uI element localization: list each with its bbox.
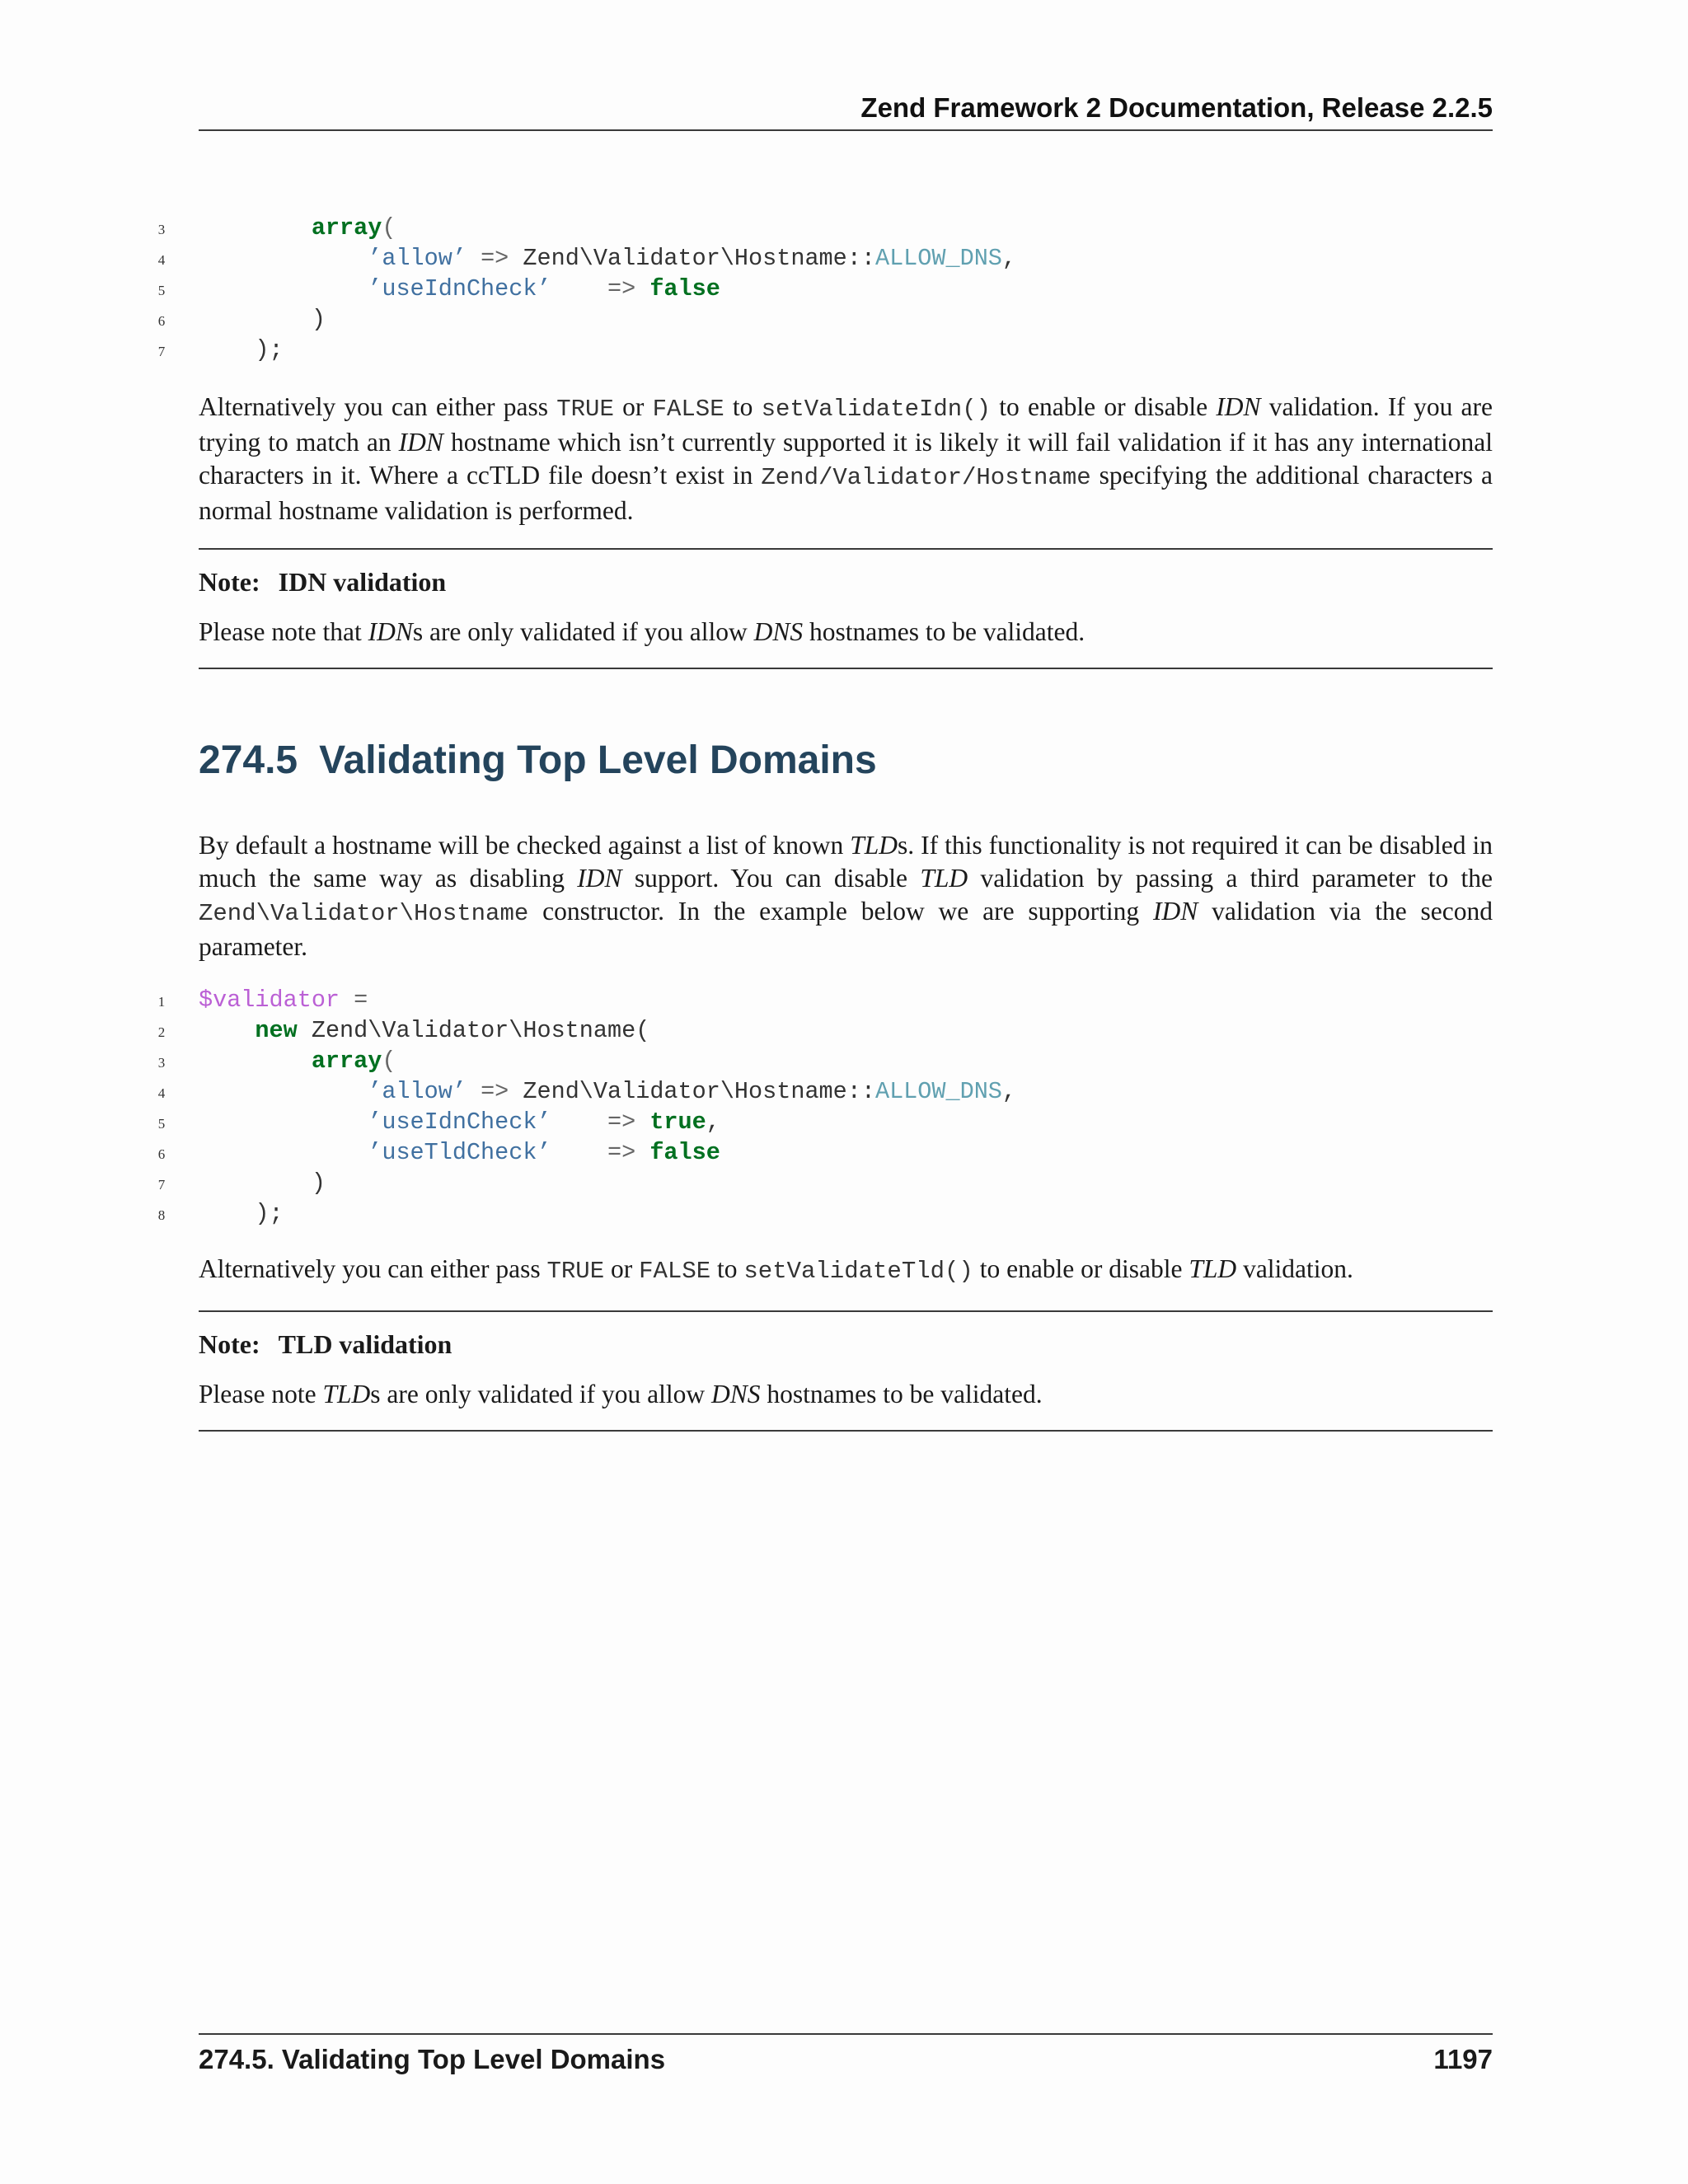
text-run: validation. If you are trying to match an bbox=[199, 392, 1493, 457]
code-line bbox=[0, 1107, 1688, 1137]
footer-section-label: 274.5. Validating Top Level Domains bbox=[199, 2044, 666, 2074]
text-run: validation. bbox=[1236, 1254, 1353, 1283]
code-token: ) bbox=[311, 306, 326, 333]
inline-code: Zend/Validator/Hostname bbox=[761, 464, 1091, 491]
inline-code: Zend\Validator\Hostname bbox=[199, 900, 529, 927]
line-number: 4 bbox=[157, 252, 166, 268]
emphasis-term: TLD bbox=[850, 831, 898, 860]
code-line bbox=[0, 1168, 1688, 1198]
section-heading bbox=[199, 738, 877, 783]
code-line bbox=[0, 304, 1688, 335]
code-text bbox=[199, 1076, 1016, 1107]
code-text bbox=[199, 274, 720, 304]
code-text bbox=[199, 213, 396, 243]
text-run: specifying the additional characters a normal hostname validation is performed. bbox=[199, 461, 1493, 525]
paragraph-tld-intro bbox=[199, 829, 1493, 963]
line-number: 2 bbox=[157, 1024, 166, 1040]
paragraph-tld-alternative bbox=[199, 1253, 1493, 1288]
text-run: s are only validated if you allow bbox=[412, 617, 754, 646]
text-run: to enable or disable bbox=[991, 392, 1217, 421]
emphasis-term: IDN bbox=[1216, 392, 1261, 421]
text-run: validation via the second parameter. bbox=[199, 897, 1493, 961]
inline-code: setValidateIdn() bbox=[761, 396, 992, 423]
text-run: or bbox=[613, 392, 653, 421]
code-token: => bbox=[466, 1078, 523, 1105]
code-token: new bbox=[255, 1017, 298, 1044]
code-text bbox=[199, 335, 284, 365]
line-number: 5 bbox=[157, 1116, 166, 1132]
emphasis-term: IDN bbox=[1152, 897, 1198, 926]
note-label: Note: bbox=[199, 567, 260, 597]
text-run: Please note bbox=[199, 1380, 323, 1408]
text-run: to bbox=[724, 392, 762, 421]
emphasis-term: DNS bbox=[711, 1380, 761, 1408]
note-body bbox=[199, 1380, 1043, 1409]
note-heading bbox=[199, 567, 446, 598]
note-heading bbox=[199, 1329, 452, 1360]
code-token: ); bbox=[255, 1200, 284, 1227]
footer-rule bbox=[199, 2033, 1493, 2035]
header-rule bbox=[199, 129, 1493, 131]
code-text bbox=[199, 1015, 649, 1046]
emphasis-term: IDN bbox=[398, 428, 443, 457]
text-run: hostnames to be validated. bbox=[760, 1380, 1043, 1408]
code-token: ); bbox=[255, 336, 284, 363]
note-body bbox=[199, 617, 1085, 647]
emphasis-term: TLD bbox=[322, 1380, 371, 1408]
inline-code: setValidateTld() bbox=[743, 1258, 973, 1285]
line-number: 3 bbox=[157, 222, 166, 237]
text-run: s. If this functionality is not required it can be disabled in much the same way as disabling bbox=[199, 831, 1493, 893]
section-number: 274.5 bbox=[199, 738, 298, 782]
code-token: array bbox=[311, 214, 382, 241]
code-token: $validator bbox=[199, 987, 340, 1014]
code-token: ) bbox=[311, 1169, 326, 1197]
code-token: , bbox=[1001, 1078, 1017, 1105]
line-number: 7 bbox=[157, 1177, 166, 1193]
line-number: 8 bbox=[157, 1207, 166, 1223]
code-line bbox=[0, 985, 1688, 1015]
text-run: s are only validated if you allow bbox=[370, 1380, 712, 1408]
text-run: to bbox=[710, 1254, 744, 1283]
code-line bbox=[0, 1076, 1688, 1107]
text-run: to enable or disable bbox=[973, 1254, 1189, 1283]
code-token: Zend\Validator\Hostname( bbox=[297, 1017, 650, 1044]
text-run: hostname which isn’t currently supported it is likely it will fail validation if it has any international characters in it. Where a ccTLD file doesn’t exist in bbox=[199, 428, 1493, 490]
code-token: Zend\Validator\Hostname:: bbox=[523, 245, 875, 272]
inline-code: FALSE bbox=[639, 1258, 711, 1285]
note-bottom-rule bbox=[199, 668, 1493, 669]
code-line bbox=[0, 274, 1688, 304]
footer-page-number: 1197 bbox=[1433, 2044, 1493, 2074]
code-token: ’allow’ bbox=[368, 245, 467, 272]
inline-code: TRUE bbox=[556, 396, 614, 423]
code-token: => bbox=[551, 1139, 650, 1166]
line-number: 5 bbox=[157, 283, 166, 298]
emphasis-term: IDN bbox=[368, 617, 413, 646]
line-number: 7 bbox=[157, 344, 166, 359]
code-token: => bbox=[466, 245, 523, 272]
code-token: ’allow’ bbox=[368, 1078, 467, 1105]
emphasis-term: IDN bbox=[577, 864, 622, 893]
code-token: , bbox=[706, 1108, 720, 1136]
code-token: ’useTldCheck’ bbox=[368, 1139, 551, 1166]
text-run: hostnames to be validated. bbox=[803, 617, 1085, 646]
code-token: => bbox=[551, 275, 650, 302]
code-line bbox=[0, 213, 1688, 243]
text-run: Please note that bbox=[199, 617, 368, 646]
code-token: = bbox=[340, 987, 368, 1014]
note-label: Note: bbox=[199, 1329, 260, 1359]
code-token: false bbox=[649, 275, 720, 302]
text-run: or bbox=[604, 1254, 640, 1283]
paragraph-idn-alternative bbox=[199, 391, 1493, 527]
code-line bbox=[0, 1198, 1688, 1229]
code-token: array bbox=[311, 1047, 382, 1075]
code-text bbox=[199, 1137, 720, 1168]
code-token: ’useIdnCheck’ bbox=[368, 275, 551, 302]
code-token: , bbox=[1001, 245, 1017, 272]
code-text bbox=[199, 985, 368, 1015]
code-text bbox=[199, 1046, 396, 1076]
code-line bbox=[0, 1137, 1688, 1168]
line-number: 6 bbox=[157, 313, 166, 329]
code-text bbox=[199, 1198, 284, 1229]
emphasis-term: TLD bbox=[920, 864, 968, 893]
line-number: 4 bbox=[157, 1085, 166, 1101]
emphasis-term: DNS bbox=[753, 617, 804, 646]
note-top-rule bbox=[199, 548, 1493, 550]
text-run: validation by passing a third parameter to the bbox=[968, 864, 1493, 893]
section-title: Validating Top Level Domains bbox=[319, 738, 877, 782]
code-token: ( bbox=[382, 1047, 396, 1075]
text-run: By default a hostname will be checked against a list of known bbox=[199, 831, 851, 860]
code-line bbox=[0, 1015, 1688, 1046]
note-title: IDN validation bbox=[278, 567, 447, 597]
note-top-rule bbox=[199, 1310, 1493, 1312]
code-line bbox=[0, 243, 1688, 274]
code-text bbox=[199, 304, 326, 335]
code-token: ALLOW_DNS bbox=[874, 245, 1002, 272]
code-text bbox=[199, 1107, 720, 1137]
code-token: => bbox=[551, 1108, 650, 1136]
code-text bbox=[199, 243, 1016, 274]
code-token: ’useIdnCheck’ bbox=[368, 1108, 551, 1136]
note-title: TLD validation bbox=[278, 1329, 452, 1359]
note-bottom-rule bbox=[199, 1430, 1493, 1432]
line-number: 6 bbox=[157, 1146, 166, 1162]
code-token: ( bbox=[382, 214, 396, 241]
code-token: true bbox=[649, 1108, 706, 1136]
line-number: 1 bbox=[157, 994, 166, 1010]
text-run: constructor. In the example below we are supporting bbox=[528, 897, 1153, 926]
text-run: support. You can disable bbox=[621, 864, 921, 893]
emphasis-term: TLD bbox=[1189, 1254, 1237, 1283]
code-token: ALLOW_DNS bbox=[874, 1078, 1002, 1105]
code-token: false bbox=[649, 1139, 720, 1166]
inline-code: TRUE bbox=[546, 1258, 605, 1285]
code-text bbox=[199, 1168, 326, 1198]
inline-code: FALSE bbox=[652, 396, 724, 423]
line-number: 3 bbox=[157, 1055, 166, 1071]
code-token: Zend\Validator\Hostname:: bbox=[523, 1078, 875, 1105]
code-line bbox=[0, 1046, 1688, 1076]
text-run: Alternatively you can either pass bbox=[199, 392, 557, 421]
text-run: Alternatively you can either pass bbox=[199, 1254, 547, 1283]
running-header-title: Zend Framework 2 Documentation, Release 2.2.5 bbox=[860, 92, 1493, 123]
code-line bbox=[0, 335, 1688, 365]
